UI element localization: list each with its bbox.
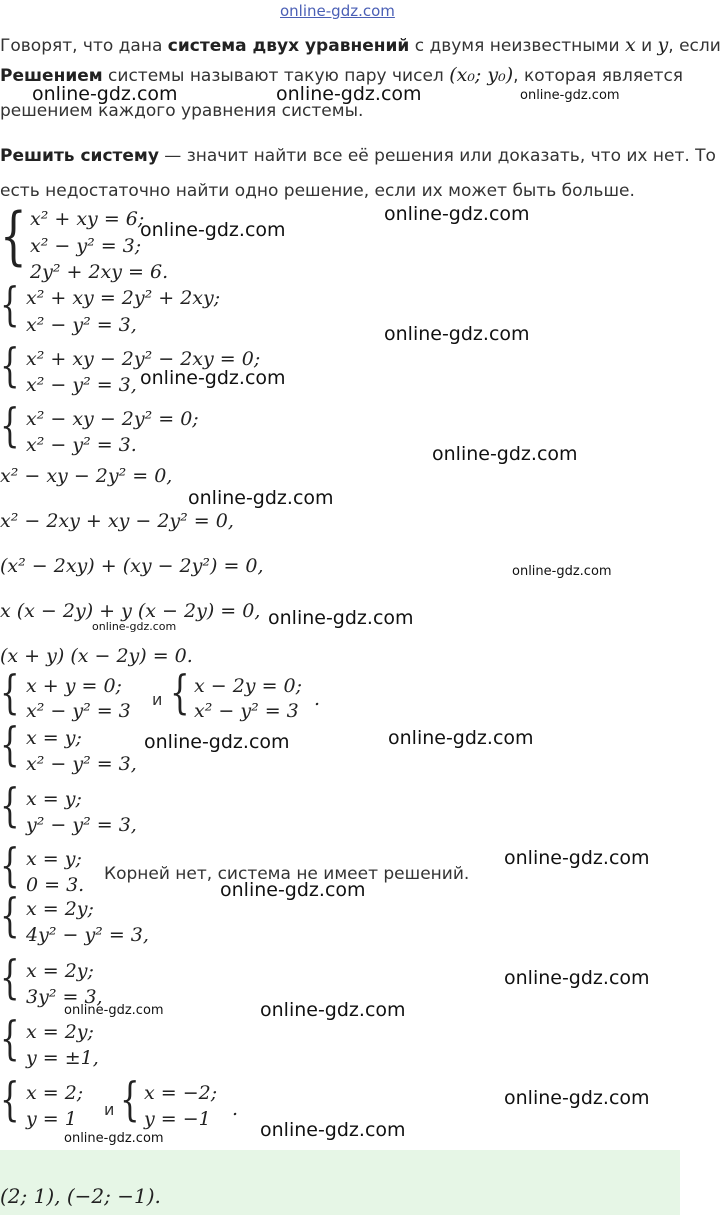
system-12b-eq-1: x = −2;: [144, 1082, 218, 1104]
system-1-eq-2: x² − y² = 3;: [30, 235, 142, 257]
left-brace-icon: {: [0, 1011, 20, 1066]
intro-line-1: Говорят, что дана система двух уравнений с двумя неизвестными x и y, если: [0, 34, 721, 56]
watermark: online-gdz.com: [276, 83, 422, 105]
watermark: online-gdz.com: [384, 203, 530, 225]
system-2-eq-1: x² + xy = 2y² + 2xy;: [26, 287, 221, 309]
watermark: online-gdz.com: [188, 487, 334, 509]
watermark: online-gdz.com: [432, 443, 578, 465]
watermark: online-gdz.com: [504, 967, 650, 989]
watermark: online-gdz.com: [260, 999, 406, 1021]
and-word: и: [152, 690, 163, 709]
watermark: online-gdz.com: [504, 1087, 650, 1109]
system-12-dot: .: [232, 1098, 239, 1120]
left-brace-icon: {: [0, 888, 20, 943]
system-10-eq-1: x = 2y;: [26, 960, 94, 982]
left-brace-icon: {: [0, 838, 20, 893]
left-brace-icon: {: [0, 665, 20, 720]
watermark: online-gdz.com: [520, 88, 620, 103]
system-4-eq-1: x² − xy − 2y² = 0;: [26, 408, 199, 430]
system-9-eq-1: x = 2y;: [26, 898, 94, 920]
left-brace-icon: {: [0, 277, 20, 332]
answer-text: (2; 1), (−2; −1).: [0, 1184, 161, 1208]
watermark: online-gdz.com: [64, 1131, 164, 1146]
system-7-eq-2: y² − y² = 3,: [26, 814, 137, 836]
system-5a-eq-2: x² − y² = 3: [26, 700, 131, 722]
system-8-eq-2: 0 = 3.: [26, 874, 85, 896]
intro-line-5: есть недостаточно найти одно решение, если их может быть больше.: [0, 181, 635, 201]
system-1-eq-3: 2y² + 2xy = 6.: [30, 261, 169, 283]
system-3-eq-1: x² + xy − 2y² − 2xy = 0;: [26, 348, 261, 370]
equation-5: (x + y) (x − 2y) = 0.: [0, 645, 193, 667]
system-9-eq-2: 4y² − y² = 3,: [26, 924, 149, 946]
system-8-eq-1: x = y;: [26, 848, 82, 870]
system-12b-eq-2: y = −1: [144, 1108, 211, 1130]
left-brace-icon: {: [0, 199, 27, 274]
equation-1: x² − xy − 2y² = 0,: [0, 465, 173, 487]
intro-line-3: решением каждого уравнения системы.: [0, 101, 364, 121]
watermark: online-gdz.com: [220, 879, 366, 901]
system-2-eq-2: x² − y² = 3,: [26, 314, 137, 336]
left-brace-icon: {: [120, 1072, 140, 1127]
watermark: online-gdz.com: [260, 1119, 406, 1141]
watermark: online-gdz.com: [512, 564, 612, 579]
intro-line-4: Решить систему — значит найти все её решения или доказать, что их нет. То: [0, 146, 716, 166]
system-5b-eq-2: x² − y² = 3: [194, 700, 299, 722]
watermark: online-gdz.com: [504, 847, 650, 869]
left-brace-icon: {: [170, 665, 190, 720]
left-brace-icon: {: [0, 778, 20, 833]
watermark: online-gdz.com: [92, 620, 177, 633]
equation-3: (x² − 2xy) + (xy − 2y²) = 0,: [0, 555, 264, 577]
header-site-link[interactable]: online-gdz.com: [280, 2, 395, 20]
watermark: online-gdz.com: [268, 607, 414, 629]
system-11-eq-2: y = ±1,: [26, 1047, 99, 1069]
system-6-eq-1: x = y;: [26, 727, 82, 749]
watermark: online-gdz.com: [140, 367, 286, 389]
watermark: online-gdz.com: [384, 323, 530, 345]
watermark: online-gdz.com: [388, 727, 534, 749]
system-5b-eq-1: x − 2y = 0;: [194, 675, 303, 697]
system-5a-eq-1: x + y = 0;: [26, 675, 122, 697]
left-brace-icon: {: [0, 338, 20, 393]
watermark: online-gdz.com: [140, 219, 286, 241]
system-4-eq-2: x² − y² = 3.: [26, 434, 137, 456]
system-10-eq-2: 3y² = 3,: [26, 986, 103, 1008]
and-word-2: и: [104, 1100, 115, 1119]
left-brace-icon: {: [0, 950, 20, 1005]
system-3-eq-2: x² − y² = 3,: [26, 374, 137, 396]
left-brace-icon: {: [0, 398, 20, 453]
system-6-eq-2: x² − y² = 3,: [26, 753, 137, 775]
system-12a-eq-2: y = 1: [26, 1108, 77, 1130]
system-5-dot: .: [314, 688, 321, 710]
watermark: online-gdz.com: [144, 731, 290, 753]
no-roots-note: Корней нет, система не имеет решений.: [104, 864, 470, 884]
equation-2: x² − 2xy + xy − 2y² = 0,: [0, 510, 234, 532]
watermark: online-gdz.com: [64, 1003, 164, 1018]
system-7-eq-1: x = y;: [26, 788, 82, 810]
left-brace-icon: {: [0, 717, 20, 772]
system-11-eq-1: x = 2y;: [26, 1021, 94, 1043]
watermark: online-gdz.com: [32, 83, 178, 105]
intro-line-2: Решением системы называют такую пару чисел (x₀; y₀), которая является: [0, 64, 684, 86]
equation-4: x (x − 2y) + y (x − 2y) = 0,: [0, 600, 261, 622]
system-12a-eq-1: x = 2;: [26, 1082, 84, 1104]
left-brace-icon: {: [0, 1072, 20, 1127]
system-1-eq-1: x² + xy = 6;: [30, 208, 145, 230]
